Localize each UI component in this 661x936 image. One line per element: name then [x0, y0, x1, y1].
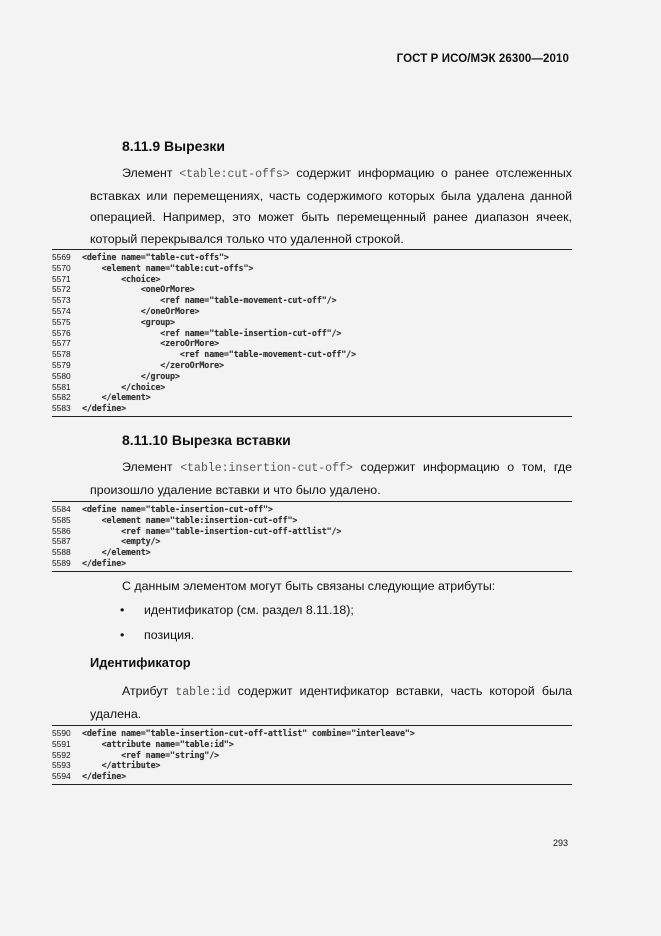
code-text: <ref name="string"/>	[82, 749, 219, 760]
code-line	[52, 317, 572, 328]
line-number: 5584	[52, 504, 71, 514]
code-text: <empty/>	[82, 536, 161, 547]
code-line	[52, 328, 572, 339]
element-tag: <table:cut-offs>	[179, 168, 290, 181]
code-text: <ref name="table-insertion-cut-off-attlist"/>	[82, 525, 342, 536]
code-line	[52, 504, 572, 515]
line-number: 5593	[52, 760, 71, 771]
code-text: </define>	[82, 771, 127, 782]
code-text: </group>	[82, 370, 180, 381]
element-tag: <table:insertion-cut-off>	[180, 462, 353, 475]
code-text: </choice>	[82, 381, 166, 392]
code-line	[52, 750, 572, 761]
line-number: 5582	[52, 392, 71, 403]
code-text: </element>	[82, 392, 151, 403]
code-text: <define name="table-insertion-cut-off">	[82, 504, 273, 514]
code-text: </attribute>	[82, 760, 161, 771]
para-text-rest: содержит информацию о том, где произошло удаление вставки и что было удалено.	[90, 460, 572, 497]
code-line	[52, 728, 572, 739]
line-number: 5589	[52, 557, 71, 568]
code-line	[52, 739, 572, 750]
line-number: 5590	[52, 728, 71, 738]
line-number: 5586	[52, 525, 71, 536]
code-line	[52, 295, 572, 306]
attribute-name: table:id	[175, 686, 231, 699]
code-text: </define>	[82, 557, 127, 568]
code-line	[52, 526, 572, 537]
code-line	[52, 349, 572, 360]
line-number: 5570	[52, 262, 71, 273]
section-title-cut-offs: 8.11.9 Вырезки	[122, 138, 226, 154]
line-number: 5578	[52, 349, 71, 360]
code-text: <ref name="table-movement-cut-off"/>	[82, 349, 356, 360]
standard-header: ГОСТ Р ИСО/МЭК 26300—2010	[396, 53, 569, 65]
section-title-insertion-cut-off: 8.11.10 Вырезка вставки	[122, 432, 291, 448]
line-number: 5576	[52, 327, 71, 338]
code-line	[52, 382, 572, 393]
line-number: 5587	[52, 536, 71, 547]
line-number: 5575	[52, 316, 71, 327]
para-text-rest: содержит информацию о ранее отслеженных вставках или перемещениях, часть содержимого которых была удалена данной операцией. Например, это может быть перемещенный ранее диапазон ячеек, который перекрывался только что удаленной строкой.	[90, 166, 572, 246]
code-line	[52, 515, 572, 526]
line-number: 5588	[52, 547, 71, 558]
code-line	[52, 536, 572, 547]
code-text: <define name="table-cut-offs">	[82, 252, 229, 262]
code-text: <element name="table:insertion-cut-off">	[82, 514, 298, 525]
code-line	[52, 360, 572, 371]
code-line	[52, 771, 572, 782]
code-line	[52, 274, 572, 285]
code-text: <zeroOrMore>	[82, 338, 219, 349]
section-cut-offs-paragraph	[90, 163, 572, 250]
code-text: </zeroOrMore>	[82, 359, 224, 370]
attributes-intro: С данным элементом могут быть связаны следующие атрибуты:	[122, 579, 496, 593]
code-line	[52, 547, 572, 558]
code-text: <group>	[82, 316, 175, 327]
line-number: 5581	[52, 381, 71, 392]
code-text: <element name="table:cut-offs">	[82, 262, 254, 273]
document-page: ГОСТ Р ИСО/МЭК 26300—2010 8.11.9 Вырезки Элемент <table:cut-offs> содержит информацию о ранее отслеженных вставках или перемещениях, часть содержимого которых была удалена данной операцией. Например, это может быть перемещенный ранее диапазон ячеек, который перекрывался только что удаленной строкой. 5569 <define name="table-cut-offs"> 5570 <element name="table:cut-offs"> 5571 <choice> 5572 <oneOrMore> 5573 <ref name="table-movement-cut-off"/> 5574 </oneOrMore> 5575 <group> 5576 <ref name="table-insertion-cut-off"/> 5577 <zeroOrMore> 5578 <ref name="table-movement-cut-off"/> 5579 </zeroOrMore> 5580 </group> 5581 </choice> 5582 </element> 5583 </define> 8.11.10 Вырезка вставки Элемент <table:insertion-cut-off> содержит информацию о том, где произошло удаление вставки и что было удалено. 5584 <define name="table-insertion-cut-off"> 5585 <element name="table:insertion-cut-off"> 5586 <ref name="table-insertion-cut-off-attlist"/> 5587 <empty/> 5588 </element> 5589 </define> С данным элементом могут быть связаны следующие атрибуты: • идентификатор (см. раздел 8.11.18); • позиция. Идентификатор Атрибут table:id содержит идентификатор вставки, часть которой была удалена. 5590 <define name="table-insertion-cut-off-attlist" combine="interleave"> 5591 <attribute name="table:id"> 5592 <ref name="string"/> 5593 </attribute> 5594 </define> 293	[52, 53, 572, 848]
bullet-icon: •	[120, 603, 125, 617]
code-line	[52, 392, 572, 403]
line-number: 5591	[52, 738, 71, 749]
code-text: <oneOrMore>	[82, 284, 195, 295]
line-number: 5573	[52, 295, 71, 306]
line-number: 5574	[52, 305, 71, 316]
code-text: </define>	[82, 403, 127, 414]
code-text: <ref name="table-movement-cut-off"/>	[82, 295, 337, 306]
line-number: 5592	[52, 749, 71, 760]
code-text: <ref name="table-insertion-cut-off"/>	[82, 327, 342, 338]
page-number: 293	[552, 838, 568, 848]
section-insertion-cut-off-paragraph	[90, 457, 572, 501]
code-line	[52, 284, 572, 295]
para-text-start: Атрибут	[122, 684, 176, 698]
code-listing-identifier	[52, 725, 572, 785]
code-text: <define name="table-insertion-cut-off-attlist" combine="interleave">	[82, 728, 415, 738]
code-line	[52, 403, 572, 414]
code-text: <attribute name="table:id">	[82, 738, 234, 749]
para-text-start: Элемент	[122, 460, 181, 474]
code-text: </oneOrMore>	[82, 305, 200, 316]
code-text: <choice>	[82, 273, 161, 284]
code-line	[52, 252, 572, 263]
code-text: </element>	[82, 547, 151, 558]
line-number: 5585	[52, 514, 71, 525]
line-number: 5583	[52, 403, 71, 414]
line-number: 5571	[52, 273, 71, 284]
code-line	[52, 338, 572, 349]
line-number: 5579	[52, 359, 71, 370]
code-line	[52, 760, 572, 771]
identifier-paragraph	[90, 681, 572, 725]
code-line	[52, 263, 572, 274]
code-listing-cut-offs	[52, 249, 572, 417]
bullet-icon: •	[120, 628, 125, 642]
line-number: 5577	[52, 338, 71, 349]
code-listing-insertion-cut-off	[52, 501, 572, 572]
line-number: 5580	[52, 370, 71, 381]
para-text-start: Элемент	[122, 166, 180, 180]
code-line	[52, 306, 572, 317]
subsection-title-identifier: Идентификатор	[90, 655, 191, 670]
line-number: 5572	[52, 284, 71, 295]
code-line	[52, 371, 572, 382]
code-line	[52, 558, 572, 569]
para-text-rest: содержит идентификатор вставки, часть которой была удалена.	[90, 684, 572, 721]
line-number: 5569	[52, 252, 71, 262]
line-number: 5594	[52, 771, 71, 782]
